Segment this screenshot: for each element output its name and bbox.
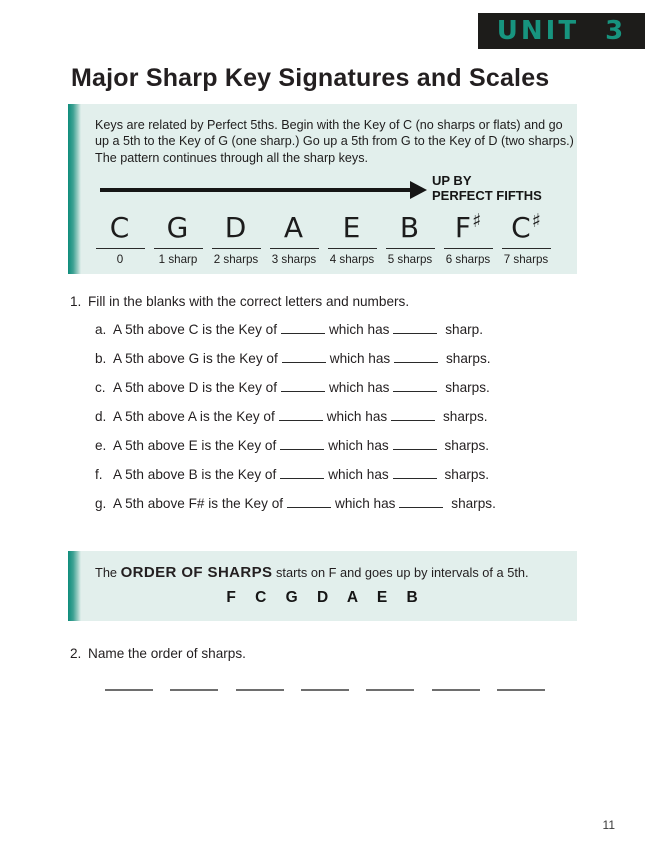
item-letter: c. [95,380,106,395]
arrow-label-line1: UP BY [432,173,472,188]
key-underline [154,248,203,249]
item-text-after: sharps. [445,380,490,395]
key-count-label: 1 sharp [158,253,198,266]
order-of-sharps-letters: F C G D A E B [226,589,419,606]
answer-blank-number [393,467,437,479]
answer-blank-number [393,380,437,392]
key-letter [343,204,362,245]
key-underline [96,248,145,249]
item-text-before: A 5th above F# is the Key of [113,496,284,511]
key-letter [225,204,248,245]
key-letter-text: E [342,211,361,244]
item-text-before: A 5th above D is the Key of [113,380,277,395]
item-text-middle: which has [326,409,388,424]
order-text-before: The [95,565,121,580]
order-answer-blank [301,680,349,691]
key-letter-text: A [283,211,304,244]
answer-blank-key [280,467,324,479]
order-of-sharps-heading: ORDER OF SHARPS [120,564,273,581]
item-letter: f. [95,467,103,482]
order-text-after: starts on F and goes up by intervals of a 5th. [272,565,529,580]
exercise2-prompt: Name the order of sharps. [88,646,246,661]
item-text-middle: which has [328,438,389,453]
page-number: 11 [602,818,615,832]
key-letter-text: D [224,211,247,244]
key-count-label: 4 sharps [329,253,375,266]
item-text-before: A 5th above E is the Key of [113,438,277,453]
answer-blank-key [281,380,325,392]
sharp-sign-icon: ♯ [531,210,541,232]
answer-blank-key [287,496,331,508]
item-text-after: sharp. [445,322,483,337]
order-answer-blank [366,680,414,691]
item-text-middle: which has [328,467,389,482]
answer-blank-key [280,438,324,450]
exercise1-prompt: Fill in the blanks with the correct letters and numbers. [88,294,410,309]
key-column [92,204,148,266]
item-text-after: sharps. [444,467,490,482]
order-answer-blank [497,680,545,691]
fifths-arrow-label [432,173,542,203]
key-count-label: 6 sharps [445,253,491,266]
exercise2-blanks-row [105,680,545,691]
item-text-after: sharps. [451,496,496,511]
key-letter [511,204,541,245]
key-letter-text: B [399,211,420,244]
item-text-before: A 5th above G is the Key of [113,351,278,366]
item-text-middle: which has [328,380,390,395]
answer-blank-key [279,409,323,421]
key-letter [400,204,420,245]
key-count-label: 2 sharps [213,253,259,266]
answer-blank-number [391,409,435,421]
item-text-before: A 5th above C is the Key of [113,322,277,337]
key-count-label: 7 sharps [503,253,549,266]
order-answer-blank [170,680,218,691]
order-answer-blank [105,680,153,691]
arrow-label-line2: PERFECT FIFTHS [432,188,542,203]
key-count-label: 0 [116,253,124,266]
exercise1-item [95,351,496,380]
key-column [440,204,496,266]
key-letter-text: G [166,211,189,244]
key-underline [502,248,551,249]
key-letter [110,204,131,245]
item-text-after: sharps. [442,409,488,424]
key-underline [328,248,377,249]
order-sentence [95,564,529,581]
intro-box [68,104,577,274]
exercise1-items [95,322,496,525]
item-letter: d. [95,409,107,424]
key-letter-text: C [511,211,531,244]
key-column [266,204,322,266]
order-answer-blank [432,680,480,691]
order-of-sharps-box [68,551,577,621]
key-column [382,204,438,266]
teal-gradient-bar [68,551,81,621]
answer-blank-number [393,438,437,450]
order-answer-blank [236,680,284,691]
exercise2-number: 2. [70,646,82,661]
item-text-middle: which has [328,322,390,337]
key-underline [212,248,261,249]
item-text-before: A 5th above A is the Key of [113,409,275,424]
exercise1-item [95,438,496,467]
item-text-middle: which has [329,351,391,366]
answer-blank-key [281,322,325,334]
key-underline [386,248,435,249]
item-text-after: sharps. [445,351,491,366]
teal-gradient-bar [68,104,81,274]
key-count-label: 5 sharps [387,253,433,266]
intro-paragraph: Keys are related by Perfect 5ths. Begin with the Key of C (no sharps or flats) and go up a 5th to the Key of G (one sharp.) Go up a 5th from G to the Key of D (two sharps.) The pattern continues through all the sharp keys. [95,118,574,165]
item-letter: a. [95,322,107,337]
key-letter [455,204,481,245]
exercise1-number: 1. [70,294,82,309]
key-letter [167,204,190,245]
key-count-label: 3 sharps [271,253,317,266]
exercise2-prompt-row [70,646,246,661]
exercise1-item [95,496,496,525]
answer-blank-number [393,322,437,334]
item-text-before: A 5th above B is the Key of [113,467,277,482]
sharp-sign-icon: ♯ [471,210,482,232]
item-text-middle: which has [335,496,396,511]
key-letter-text: C [109,211,130,244]
item-letter: e. [95,438,107,453]
fifths-arrow-head-icon [410,181,427,199]
item-letter: b. [95,351,107,366]
answer-blank-key [282,351,326,363]
key-column [150,204,206,266]
unit-badge-label: UNIT 3 [496,16,627,46]
fifths-arrow-line [100,188,410,192]
item-text-after: sharps. [444,438,490,453]
page-title: Major Sharp Key Signatures and Scales [71,64,550,92]
key-letter-text: F [454,211,471,244]
exercise1-prompt-row [70,294,409,309]
exercise1-item [95,322,496,351]
exercise1-item [95,467,496,496]
exercise1-item [95,409,496,438]
exercise1-item [95,380,496,409]
answer-blank-number [399,496,443,508]
key-letters-row [92,204,554,266]
key-column [208,204,264,266]
key-column [498,204,554,266]
key-underline [270,248,319,249]
key-column [324,204,380,266]
item-letter: g. [95,496,107,511]
unit-badge [478,13,645,49]
key-letter [284,204,304,245]
key-underline [444,248,493,249]
answer-blank-number [394,351,438,363]
